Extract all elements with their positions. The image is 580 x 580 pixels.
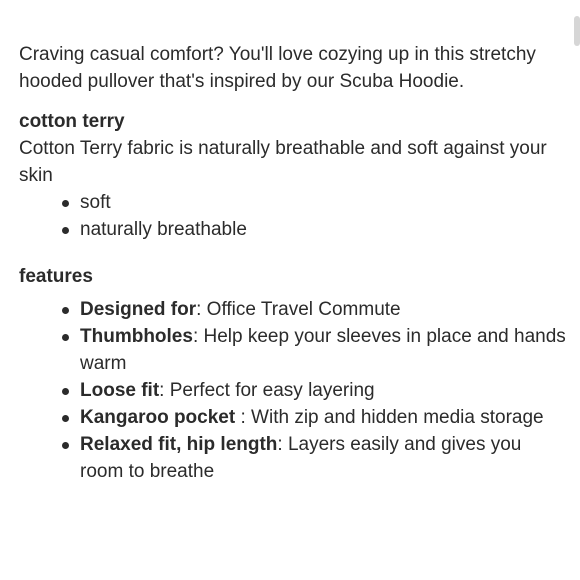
scrollbar[interactable] xyxy=(574,16,580,46)
feature-label: Thumbholes xyxy=(80,326,193,347)
feature-text: : Help keep your sleeves in place and hands warm xyxy=(80,326,566,374)
bullet-text: soft xyxy=(80,192,111,213)
list-item xyxy=(19,189,567,216)
feature-label: Relaxed fit, hip length xyxy=(80,434,278,455)
feature-item xyxy=(19,431,567,485)
features-list xyxy=(19,296,567,485)
feature-item xyxy=(19,404,567,431)
cotton-terry-heading: cotton terry xyxy=(19,111,125,132)
feature-text: : With zip and hidden media storage xyxy=(240,407,544,428)
feature-label: Loose fit xyxy=(80,380,160,401)
feature-item xyxy=(19,296,567,323)
cotton-terry-list xyxy=(19,189,567,243)
intro-paragraph: Craving casual comfort? You'll love cozying up in this stretchy hooded pullover that's inspired by our Scuba Hoodie. xyxy=(19,44,536,92)
feature-text: : Office Travel Commute xyxy=(196,299,401,320)
feature-item xyxy=(19,323,567,377)
feature-text: : Perfect for easy layering xyxy=(159,380,375,401)
features-heading: features xyxy=(19,266,93,287)
product-description xyxy=(19,41,567,485)
list-item xyxy=(19,216,567,243)
feature-text: : Layers easily and gives you room to breathe xyxy=(80,434,522,482)
feature-label: Kangaroo pocket xyxy=(80,407,241,428)
cotton-terry-paragraph: Cotton Terry fabric is naturally breathable and soft against your skin xyxy=(19,138,547,186)
feature-label: Designed for xyxy=(80,299,197,320)
bullet-text: naturally breathable xyxy=(80,219,247,240)
feature-item xyxy=(19,377,567,404)
